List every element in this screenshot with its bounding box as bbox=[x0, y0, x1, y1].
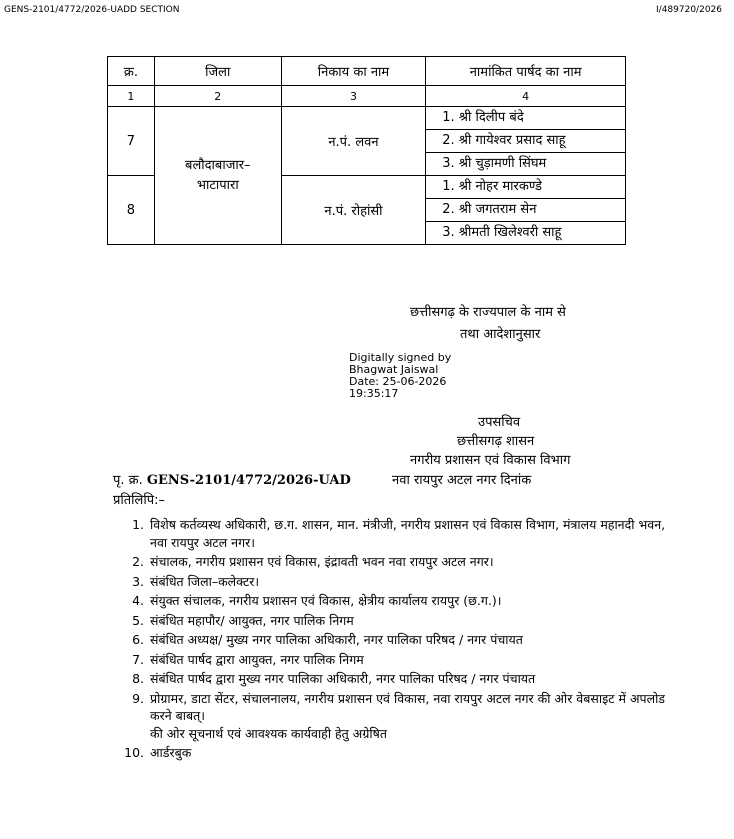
list-item: 2. श्री जगतराम सेन bbox=[426, 198, 625, 221]
list-item: 8. संबंधित पार्षद द्वारा मुख्य नगर पालिका अधिकारी, नगर पालिका परिषद / नगर पंचायत bbox=[148, 670, 668, 688]
header-district: जिला bbox=[154, 57, 281, 86]
list-item: 10. आर्डरबुक bbox=[148, 744, 668, 762]
signer-name: Bhagwat Jaiswal bbox=[349, 363, 439, 376]
designation-title: उपसचिव bbox=[478, 415, 521, 430]
designation-department: नगरीय प्रशासन एवं विकास विभाग bbox=[410, 453, 571, 468]
copy-heading: प्रतिलिपि:– bbox=[113, 493, 165, 508]
list-item: 2. श्री गायेश्वर प्रसाद साहू bbox=[426, 129, 625, 152]
list-item: 1. विशेष कर्तव्यस्थ अधिकारी, छ.ग. शासन, मान. मंत्रीजी, नगरीय प्रशासन एवं विकास विभाग, मंत्रालय महानदी भवन, नवा रायपुर अटल नगर। bbox=[148, 516, 668, 551]
list-item: 7. संबंधित पार्षद द्वारा आयुक्त, नगर पालिक निगम bbox=[148, 651, 668, 669]
inward-number: I/489720/2026 bbox=[656, 5, 722, 15]
copy-footer: की ओर सूचनार्थ एवं आवश्यक कार्यवाही हेतु अग्रेषित bbox=[150, 725, 387, 741]
column-number-row bbox=[108, 86, 626, 107]
order-line-1: छत्तीसगढ़ के राज्यपाल के नाम से bbox=[410, 305, 566, 320]
digital-signature bbox=[349, 352, 451, 400]
body-name: न.पं. रोहांसी bbox=[281, 176, 426, 245]
signature-line: Digitally signed by bbox=[349, 351, 452, 364]
table-row bbox=[108, 107, 626, 176]
signature-time: 19:35:17 bbox=[349, 387, 399, 400]
serial-number: 8 bbox=[108, 176, 155, 245]
order-line-2: तथा आदेशानुसार bbox=[460, 327, 541, 342]
column-number: 4 bbox=[426, 86, 626, 107]
memo-prefix: पृ. क्र. bbox=[113, 473, 143, 488]
header-councillor-name: नामांकित पार्षद का नाम bbox=[426, 57, 626, 86]
member-list bbox=[426, 176, 626, 245]
list-item: 3. संबंधित जिला–कलेक्टर। bbox=[148, 573, 668, 591]
header-serial: क्र. bbox=[108, 57, 155, 86]
table-header-row bbox=[108, 57, 626, 86]
column-number: 3 bbox=[281, 86, 426, 107]
serial-number: 7 bbox=[108, 107, 155, 176]
list-item: 3. श्री चुड़ामणी सिंघम bbox=[426, 152, 625, 175]
district-text: बलौदाबाजार–भाटापारा bbox=[185, 157, 251, 193]
list-item: 1. श्री दिलीप बंदे bbox=[442, 110, 524, 125]
designation-government: छत्तीसगढ़ शासन bbox=[457, 434, 535, 449]
list-item: 2. संचालक, नगरीय प्रशासन एवं विकास, इंद्रावती भवन नवा रायपुर अटल नगर। bbox=[148, 553, 668, 571]
list-item: 3. श्रीमती खिलेश्वरी साहू bbox=[426, 221, 625, 244]
member-list bbox=[426, 107, 626, 176]
column-number: 1 bbox=[108, 86, 155, 107]
district-name bbox=[154, 107, 281, 245]
body-name: न.पं. लवन bbox=[281, 107, 426, 176]
list-item-text: प्रोग्रामर, डाटा सेंटर, संचालनालय, नगरीय प्रशासन एवं विकास, नवा रायपुर अटल नगर की ओर वेबसाइट में अपलोड करने बाबत्। bbox=[150, 690, 665, 723]
header-body-name: निकाय का नाम bbox=[281, 57, 426, 86]
memo-number bbox=[113, 470, 351, 488]
list-item: 6. संबंधित अध्यक्ष/ मुख्य नगर पालिका अधिकारी, नगर पालिका परिषद / नगर पंचायत bbox=[148, 631, 668, 649]
copy-list bbox=[120, 516, 668, 764]
nominated-councillors-table bbox=[107, 56, 626, 245]
list-item: 1. श्री नोहर मारकण्डे bbox=[442, 179, 542, 194]
document-reference: GENS-2101/4772/2026-UADD SECTION bbox=[4, 5, 180, 15]
list-item: 4. संयुक्त संचालक, नगरीय प्रशासन एवं विकास, क्षेत्रीय कार्यालय रायपुर (छ.ग.)। bbox=[148, 592, 668, 610]
memo-reference: GENS-2101/4772/2026-UAD bbox=[146, 473, 351, 488]
list-item bbox=[148, 690, 668, 743]
column-number: 2 bbox=[154, 86, 281, 107]
signature-date: Date: 25-06-2026 bbox=[349, 375, 447, 388]
list-item: 5. संबंधित महापौर/ आयुक्त, नगर पालिक निगम bbox=[148, 612, 668, 630]
memo-place-date: नवा रायपुर अटल नगर दिनांक bbox=[392, 473, 532, 488]
